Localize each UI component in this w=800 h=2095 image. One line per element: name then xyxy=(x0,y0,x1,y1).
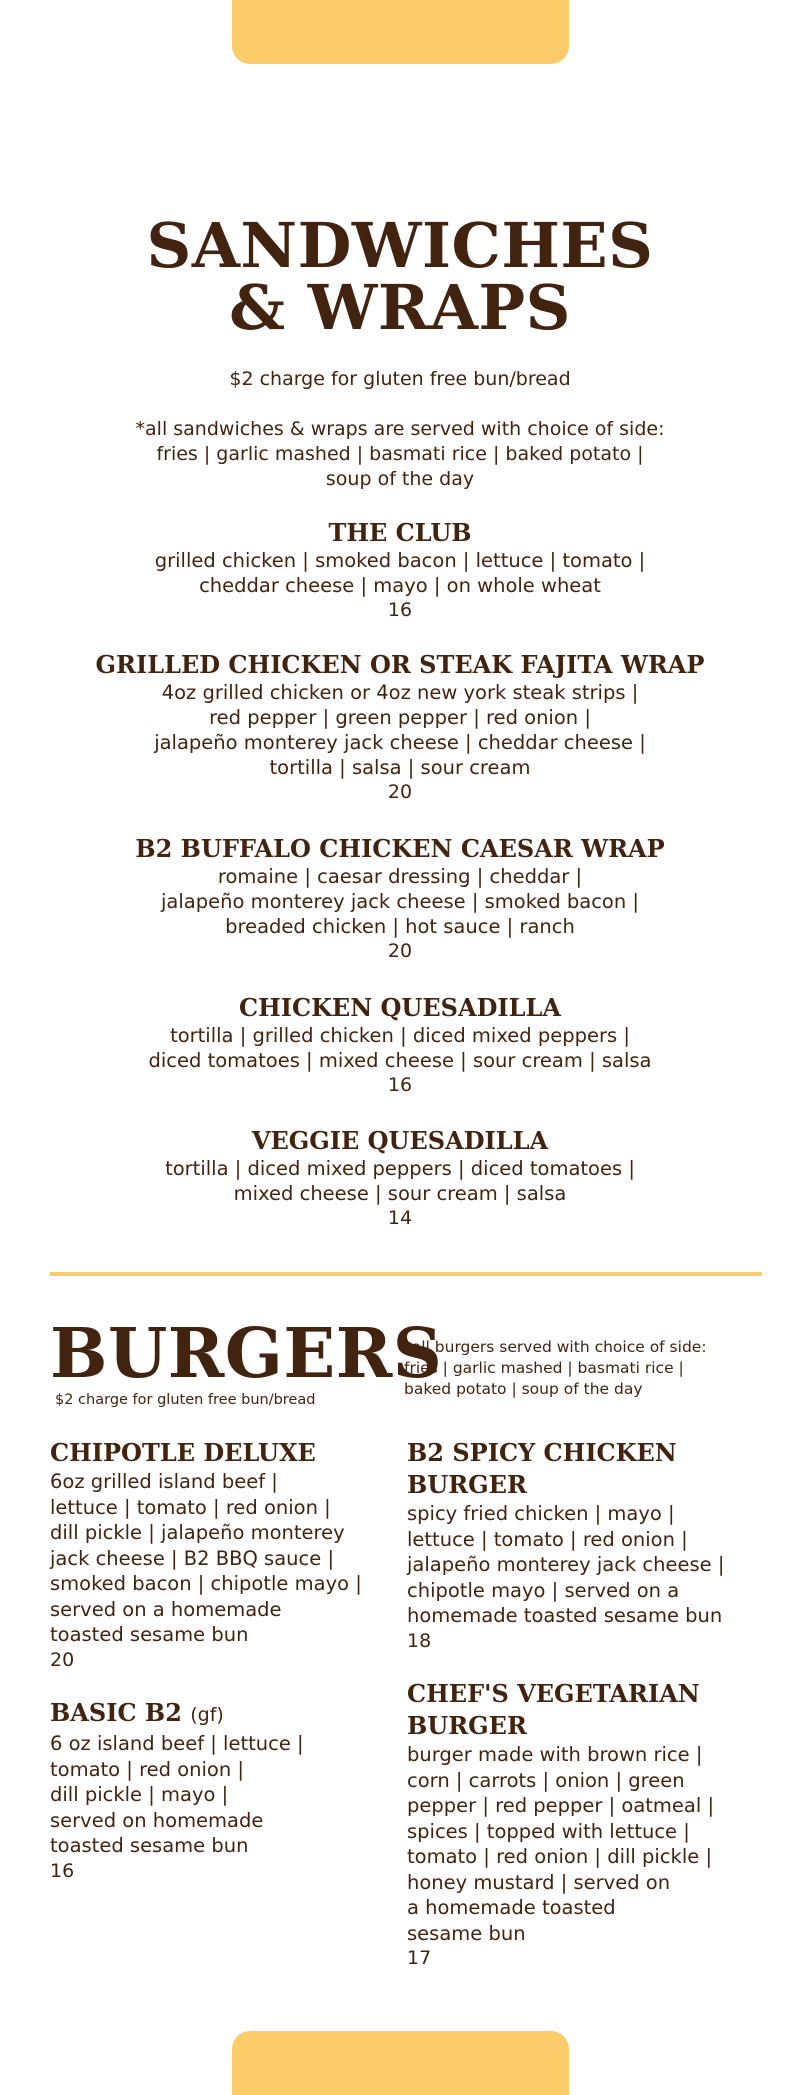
menu-item-buffalo-caesar-wrap xyxy=(0,834,800,964)
item-description-line: romaine | caesar dressing | cheddar | xyxy=(217,865,583,888)
item-description-line: honey mustard | served on xyxy=(407,1870,671,1894)
item-description-line: jack cheese | B2 BBQ sauce | xyxy=(50,1546,335,1570)
item-price: 16 xyxy=(387,599,413,621)
sides-note-line: *all burgers served with choice of side: xyxy=(404,1338,707,1356)
menu-item-chipotle-deluxe xyxy=(50,1437,380,1673)
section-divider xyxy=(50,1272,762,1276)
item-description-line: red pepper | green pepper | red onion | xyxy=(209,706,591,729)
sides-note-line: fries | garlic mashed | basmati rice | baked potato | xyxy=(156,443,644,465)
menu-item-fajita-wrap xyxy=(0,650,800,805)
item-description-line: tortilla | grilled chicken | diced mixed peppers | xyxy=(170,1024,630,1047)
item-price: 20 xyxy=(50,1648,75,1671)
sandwiches-title-line1: SANDWICHES xyxy=(146,209,654,282)
sandwiches-sides-note xyxy=(0,417,800,492)
item-description-line: cheddar cheese | mayo | on whole wheat xyxy=(199,574,601,597)
item-name: CHEF'S VEGETARIAN xyxy=(407,1679,700,1708)
sandwiches-title-line2: & WRAPS xyxy=(229,271,571,344)
item-name-text: BASIC B2 xyxy=(50,1698,182,1727)
item-price: 16 xyxy=(387,1074,413,1096)
item-description-line: tomato | red onion | dill pickle | xyxy=(407,1845,713,1868)
item-description-line: burger made with brown rice | xyxy=(407,1743,703,1766)
item-description-line: served on a homemade xyxy=(50,1597,282,1621)
item-description-line: 4oz grilled chicken or 4oz new york steak strips | xyxy=(161,681,639,704)
item-description-line: diced tomatoes | mixed cheese | sour cream | salsa xyxy=(148,1049,652,1072)
sides-note-line: soup of the day xyxy=(325,468,475,490)
item-price: 16 xyxy=(50,1859,75,1882)
item-description-line: toasted sesame bun xyxy=(50,1834,249,1857)
item-description-line: tortilla | salsa | sour cream xyxy=(269,756,531,779)
item-price: 18 xyxy=(407,1629,432,1652)
menu-item-spicy-chicken-burger xyxy=(407,1437,767,1654)
item-name: BURGER xyxy=(407,1470,527,1499)
menu-item-vegetarian-burger xyxy=(407,1678,767,1972)
item-description-line: lettuce | tomato | red onion | xyxy=(407,1527,688,1551)
item-description-line: served on homemade xyxy=(50,1808,264,1832)
item-price: 17 xyxy=(407,1947,432,1969)
burgers-gluten-free-note: $2 charge for gluten free bun/bread xyxy=(55,1392,316,1408)
menu-item-chicken-quesadilla xyxy=(0,993,800,1098)
item-description-line: toasted sesame bun xyxy=(50,1623,249,1646)
item-name xyxy=(50,1697,380,1731)
item-description-line: breaded chicken | hot sauce | ranch xyxy=(225,915,575,938)
item-name: B2 SPICY CHICKEN xyxy=(407,1438,677,1467)
item-description-line: corn | carrots | onion | green xyxy=(407,1768,685,1792)
item-name: VEGGIE QUESADILLA xyxy=(251,1126,549,1155)
item-description-line: jalapeño monterey jack cheese | smoked bacon | xyxy=(161,890,639,913)
item-name: CHIPOTLE DELUXE xyxy=(50,1438,316,1467)
menu-item-basic-b2 xyxy=(50,1697,380,1884)
item-description-line: a homemade toasted xyxy=(407,1896,616,1919)
gluten-free-tag: (gf) xyxy=(190,1704,224,1726)
item-name: THE CLUB xyxy=(328,518,472,547)
item-description-line: grilled chicken | smoked bacon | lettuce | tomato | xyxy=(154,549,646,572)
item-name: BURGER xyxy=(407,1711,527,1740)
item-description-line: tortilla | diced mixed peppers | diced tomatoes | xyxy=(165,1157,635,1180)
burgers-title: BURGERS xyxy=(50,1314,443,1394)
sides-note-line: fries | garlic mashed | basmati rice | xyxy=(404,1359,684,1377)
item-description-line: lettuce | tomato | red onion | xyxy=(50,1495,331,1519)
item-price: 20 xyxy=(387,940,413,962)
burgers-sides-note xyxy=(404,1337,764,1400)
item-name: GRILLED CHICKEN OR STEAK FAJITA WRAP xyxy=(95,650,705,679)
sides-note-line: *all sandwiches & wraps are served with choice of side: xyxy=(135,418,665,440)
item-price: 14 xyxy=(387,1207,413,1229)
item-description-line: dill pickle | mayo | xyxy=(50,1783,229,1806)
item-description-line: 6oz grilled island beef | xyxy=(50,1470,278,1493)
sides-note-line: baked potato | soup of the day xyxy=(404,1380,643,1398)
item-description-line: 6 oz island beef | lettuce | xyxy=(50,1732,304,1755)
item-price: 20 xyxy=(387,781,413,803)
item-description-line: chipotle mayo | served on a xyxy=(407,1578,680,1602)
sandwiches-gluten-free-note: $2 charge for gluten free bun/bread xyxy=(229,368,571,390)
item-description-line: spices | topped with lettuce | xyxy=(407,1819,690,1843)
menu-item-veggie-quesadilla xyxy=(0,1126,800,1231)
item-description-line: dill pickle | jalapeño monterey xyxy=(50,1521,345,1544)
sandwiches-title xyxy=(0,209,800,344)
item-name: CHICKEN QUESADILLA xyxy=(238,993,562,1022)
item-name: B2 BUFFALO CHICKEN CAESAR WRAP xyxy=(135,834,665,863)
item-description-line: jalapeño monterey jack cheese | xyxy=(407,1553,725,1576)
item-description-line: mixed cheese | sour cream | salsa xyxy=(233,1182,567,1205)
item-description-line: pepper | red pepper | oatmeal | xyxy=(407,1794,715,1817)
item-description-line: smoked bacon | chipotle mayo | xyxy=(50,1572,362,1595)
top-decorative-tab xyxy=(232,0,569,64)
bottom-decorative-tab xyxy=(232,2031,569,2095)
item-description-line: homemade toasted sesame bun xyxy=(407,1604,723,1627)
item-description-line: tomato | red onion | xyxy=(50,1757,244,1781)
item-description-line: spicy fried chicken | mayo | xyxy=(407,1502,675,1525)
item-description-line: jalapeño monterey jack cheese | cheddar cheese | xyxy=(154,731,646,754)
item-description-line: sesame bun xyxy=(407,1921,526,1945)
menu-item-the-club xyxy=(0,518,800,623)
